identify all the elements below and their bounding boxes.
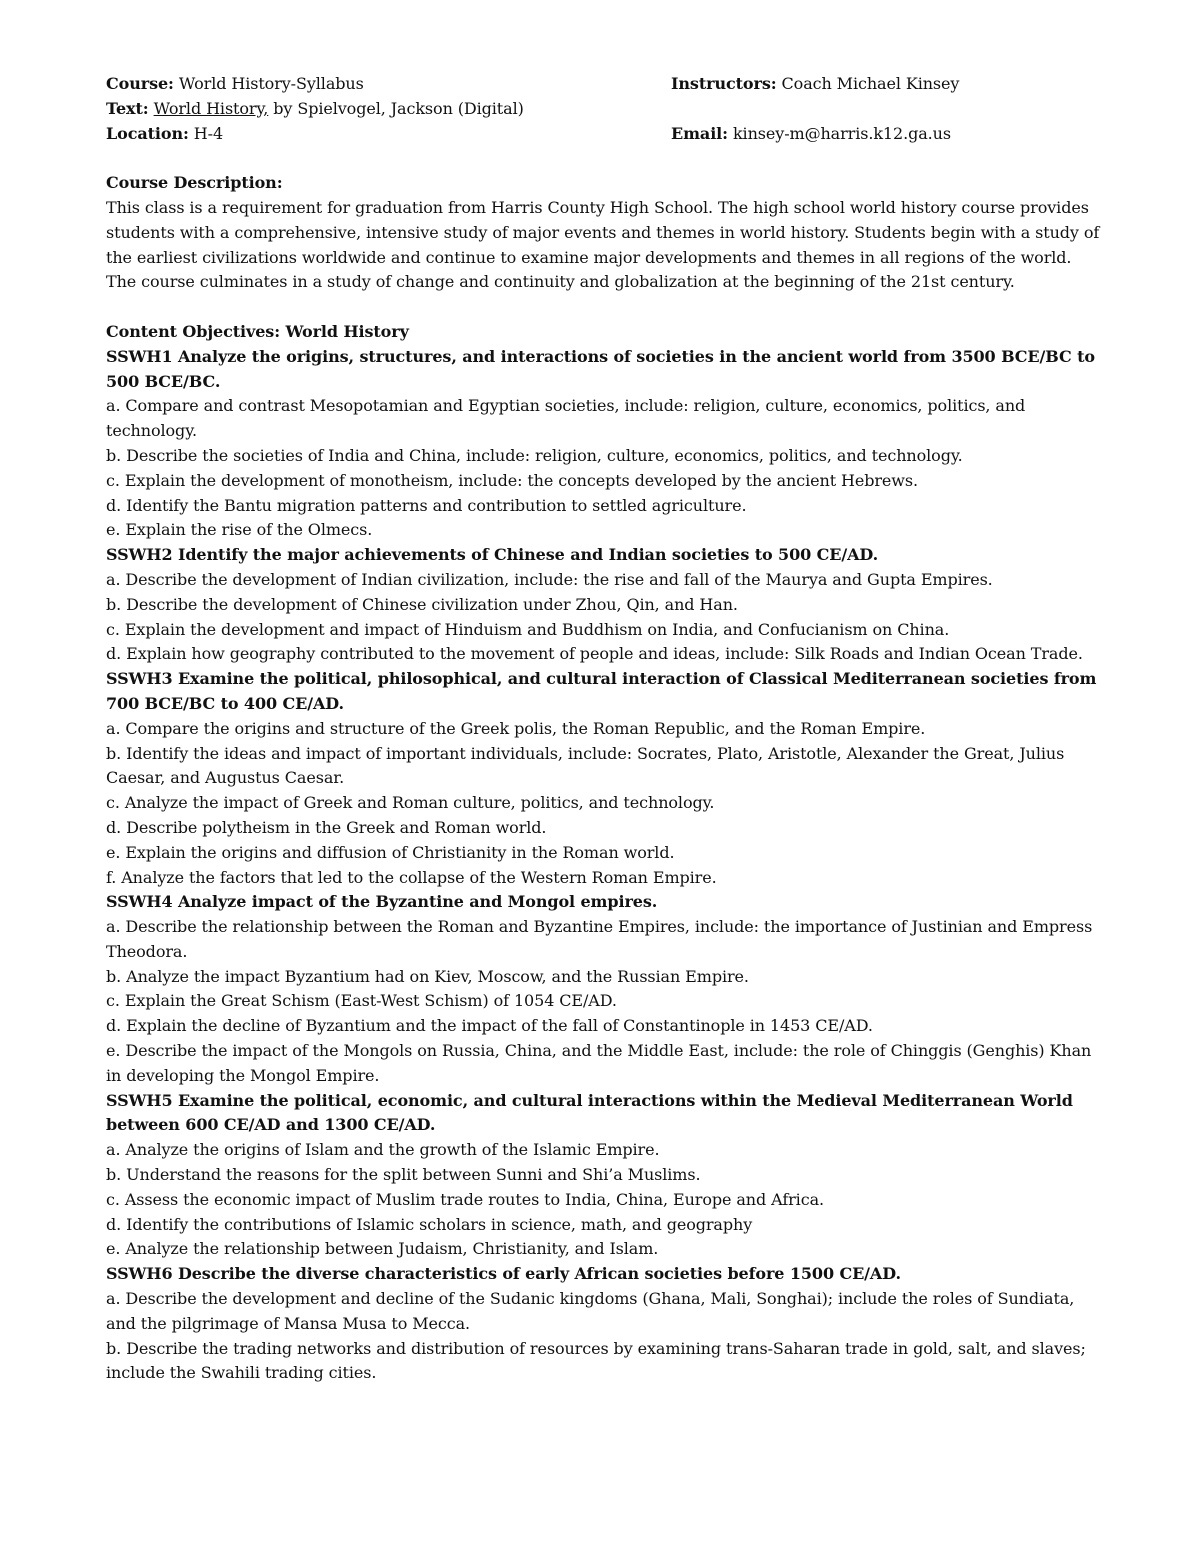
standard-title: SSWH3 Examine the political, philosophical, and cultural interaction of Classical Mediterranean societies from 700 BCE/BC to 400 CE/AD. <box>106 669 1097 713</box>
standard-item: b. Describe the development of Chinese civilization under Zhou, Qin, and Han. <box>106 594 738 614</box>
standard-title: SSWH2 Identify the major achievements of Chinese and Indian societies to 500 CE/AD. <box>106 545 879 565</box>
standard-sswh2 <box>106 543 1106 667</box>
standard-item: a. Describe the development and decline of the Sudanic kingdoms (Ghana, Mali, Songhai); include the roles of Sundiata, and the pilgrimage of Mansa Musa to Mecca. <box>106 1289 1075 1333</box>
header-row-1 <box>106 72 1106 97</box>
standard-item: d. Identify the contributions of Islamic scholars in science, math, and geography <box>106 1214 753 1234</box>
header-block <box>106 72 1106 1386</box>
standard-item: c. Explain the Great Schism (East-West Schism) of 1054 CE/AD. <box>106 991 617 1011</box>
standard-item: e. Describe the impact of the Mongols on Russia, China, and the Middle East, include: the role of Chinggis (Genghis) Khan in developing the Mongol Empire. <box>106 1041 1092 1085</box>
standard-item: c. Assess the economic impact of Muslim trade routes to India, China, Europe and Africa. <box>106 1189 824 1209</box>
standard-title: SSWH1 Analyze the origins, structures, and interactions of societies in the ancient world from 3500 BCE/BC to 500 BCE/BC. <box>106 346 1095 391</box>
textbook-title: World History, <box>153 98 269 118</box>
standard-title: SSWH5 Examine the political, economic, and cultural interactions within the Medieval Mediterranean World between 600 CE/AD and 1300 CE/AD. <box>106 1090 1073 1135</box>
content-objectives-heading: Content Objectives: World History <box>106 321 409 341</box>
standard-sswh3 <box>106 667 1106 890</box>
standard-item: d. Explain how geography contributed to the movement of people and ideas, include: Silk Roads and Indian Ocean Trade. <box>106 644 1083 664</box>
standard-item: b. Analyze the impact Byzantium had on Kiev, Moscow, and the Russian Empire. <box>106 966 749 986</box>
standard-item: a. Compare and contrast Mesopotamian and Egyptian societies, include: religion, culture, economics, politics, and technology. <box>106 396 1026 441</box>
header-row-2 <box>106 97 1106 122</box>
instructors-field: Instructors: Coach Michael Kinsey <box>671 74 960 93</box>
standard-item: d. Explain the decline of Byzantium and the impact of the fall of Constantinople in 1453 CE/AD. <box>106 1016 873 1036</box>
header-row-3 <box>106 122 1106 147</box>
course-description-heading: Course Description: <box>106 173 283 193</box>
standard-item: d. Identify the Bantu migration patterns and contribution to settled agriculture. <box>106 495 747 515</box>
standard-item: b. Describe the trading networks and distribution of resources by examining trans-Saharan trade in gold, salt, and slaves; include the Swahili trading cities. <box>106 1338 1086 1383</box>
standard-item: a. Describe the relationship between the Roman and Byzantine Empires, include: the importance of Justinian and Empress Theodora. <box>106 917 1093 961</box>
standard-title: SSWH4 Analyze impact of the Byzantine and Mongol empires. <box>106 892 658 912</box>
standard-sswh4 <box>106 890 1106 1088</box>
standard-item: b. Understand the reasons for the split between Sunni and Shi’a Muslims. <box>106 1165 701 1185</box>
standard-item: d. Describe polytheism in the Greek and Roman world. <box>106 817 547 837</box>
text-field: Text: World History, by Spielvogel, Jackson (Digital) <box>106 98 524 118</box>
standard-sswh5 <box>106 1089 1106 1263</box>
standard-item: c. Analyze the impact of Greek and Roman culture, politics, and technology. <box>106 793 715 813</box>
standard-item: b. Identify the ideas and impact of important individuals, include: Socrates, Plato, Aristotle, Alexander the Great, Julius Caesar, and Augustus Caesar. <box>106 743 1065 788</box>
email-field: Email: kinsey-m@harris.k12.ga.us <box>671 123 951 143</box>
standard-item: a. Compare the origins and structure of the Greek polis, the Roman Republic, and the Roman Empire. <box>106 718 926 738</box>
standard-item: e. Explain the rise of the Olmecs. <box>106 520 373 540</box>
standard-sswh1 <box>106 345 1106 543</box>
standard-item: b. Describe the societies of India and China, include: religion, culture, economics, politics, and technology. <box>106 445 963 465</box>
standard-item: f. Analyze the factors that led to the collapse of the Western Roman Empire. <box>106 867 717 887</box>
standard-item: c. Explain the development of monotheism, include: the concepts developed by the ancient Hebrews. <box>106 470 918 490</box>
standard-item: a. Describe the development of Indian civilization, include: the rise and fall of the Maurya and Gupta Empires. <box>106 569 993 589</box>
standard-item: e. Explain the origins and diffusion of Christianity in the Roman world. <box>106 842 675 862</box>
standard-sswh6 <box>106 1262 1106 1386</box>
course-description-body: This class is a requirement for graduation from Harris County High School. The high school world history course provides students with a comprehensive, intensive study of major events and themes in world history. Students begin with a study of the earliest civilizations worldwide and continue to examine major developments and themes in all regions of the world. The course culminates in a study of change and continuity and globalization at the beginning of the 21st century. <box>106 197 1100 292</box>
standard-item: e. Analyze the relationship between Judaism, Christianity, and Islam. <box>106 1239 659 1259</box>
standard-item: c. Explain the development and impact of Hinduism and Buddhism on India, and Confucianism on China. <box>106 619 950 639</box>
course-field: Course: World History-Syllabus <box>106 74 364 93</box>
standard-title: SSWH6 Describe the diverse characteristics of early African societies before 1500 CE/AD. <box>106 1264 901 1284</box>
location-field: Location: H-4 <box>106 123 224 143</box>
standard-item: a. Analyze the origins of Islam and the growth of the Islamic Empire. <box>106 1140 660 1160</box>
